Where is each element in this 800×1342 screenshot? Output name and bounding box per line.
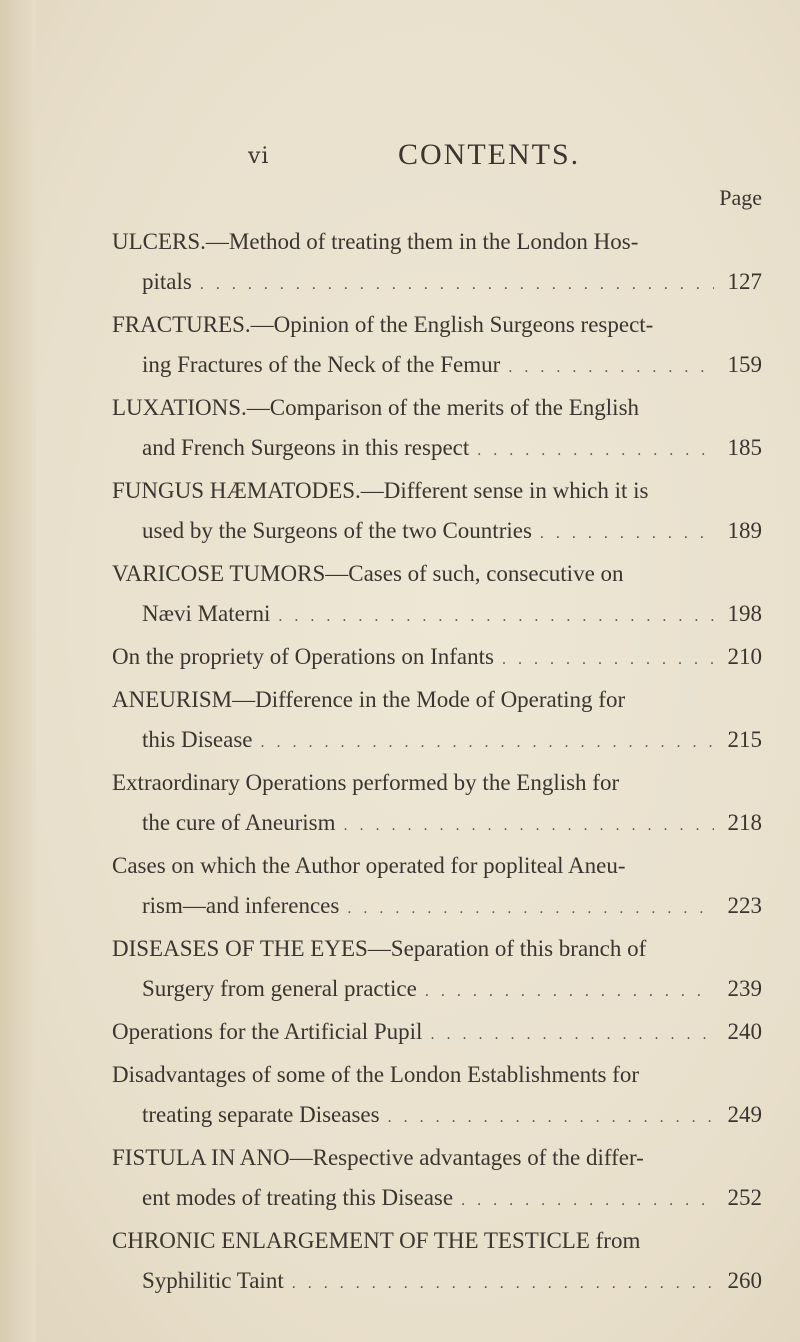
entry-text: the cure of Aneurism [142,810,336,835]
dot-leader [461,1181,714,1221]
contents-entry [112,929,762,1009]
entry-text: Nævi Materni [142,601,271,626]
dot-leader [477,431,714,471]
entry-continuation [112,886,762,926]
entry-page: 159 [727,352,762,377]
running-title: CONTENTS. [398,138,581,171]
page-column-label: Page [719,185,762,210]
entry-single-line [112,637,762,677]
contents-list [112,222,762,1304]
entry-page: 239 [727,976,762,1001]
entry-page: 260 [727,1268,762,1293]
contents-entry [112,388,762,468]
entry-text: treating separate Diseases [142,1102,380,1127]
entry-text: rism—and inferences [142,893,340,918]
entry-page: 215 [727,727,762,752]
entry-page: 189 [727,518,762,543]
entry-continuation [112,594,762,634]
entry-page: 223 [727,893,762,918]
dot-leader [200,265,714,305]
contents-entry [112,554,762,634]
entry-heading: Cases on which the Author operated for popliteal Aneu- [112,853,626,878]
entry-heading: Disadvantages of some of the London Establishments for [112,1062,639,1087]
entry-continuation [112,345,762,385]
entry-heading: ANEURISM—Difference in the Mode of Operating for [112,687,626,712]
page-header [248,138,668,178]
entry-page: 127 [727,269,762,294]
contents-entry [112,1055,762,1135]
contents-entry [112,637,762,677]
entry-continuation [112,969,762,1009]
entry-text: On the propriety of Operations on Infants [112,644,494,669]
contents-entry [112,846,762,926]
entry-continuation [112,1178,762,1218]
entry-page: 252 [727,1185,762,1210]
contents-entry [112,471,762,551]
contents-entry [112,763,762,843]
contents-entry [112,1221,762,1301]
entry-single-line [112,1012,762,1052]
page-edge-shadow [0,0,36,1342]
entry-text: used by the Surgeons of the two Countries [142,518,532,543]
contents-entry [112,1012,762,1052]
entry-page: 249 [727,1102,762,1127]
entry-heading: VARICOSE TUMORS—Cases of such, consecutive on [112,561,624,586]
entry-page: 198 [727,601,762,626]
entry-continuation [112,1261,762,1301]
contents-entry [112,680,762,760]
entry-text: Operations for the Artificial Pupil [112,1019,423,1044]
entry-text: this Disease [142,727,253,752]
dot-leader [388,1098,714,1138]
dot-leader [347,889,714,929]
dot-leader [261,723,714,763]
dot-leader [540,514,714,554]
entry-heading: CHRONIC ENLARGEMENT OF THE TESTICLE from [112,1228,641,1253]
entry-heading: FRACTURES.—Opinion of the English Surgeons respect- [112,312,654,337]
entry-text: ent modes of treating this Disease [142,1185,454,1210]
dot-leader [292,1264,714,1304]
dot-leader [344,806,714,846]
entry-continuation [112,803,762,843]
entry-heading: DISEASES OF THE EYES—Separation of this branch of [112,936,647,961]
dot-leader [430,1015,714,1055]
entry-continuation [112,511,762,551]
dot-leader [508,348,714,388]
page-number: vi [248,144,270,169]
entry-text: pitals [142,269,192,294]
entry-heading: ULCERS.—Method of treating them in the London Hos- [112,229,639,254]
entry-heading: LUXATIONS.—Comparison of the merits of the English [112,395,640,420]
entry-continuation [112,1095,762,1135]
entry-heading: FUNGUS HÆMATODES.—Different sense in which it is [112,478,649,503]
entry-continuation [112,262,762,302]
dot-leader [502,640,714,680]
entry-text: Syphilitic Taint [142,1268,284,1293]
entry-heading: FISTULA IN ANO—Respective advantages of the differ- [112,1145,644,1170]
dot-leader [425,972,714,1012]
entry-page: 185 [727,435,762,460]
contents-entry [112,222,762,302]
entry-continuation [112,720,762,760]
entry-page: 218 [727,810,762,835]
entry-page: 210 [727,644,762,669]
contents-entry [112,305,762,385]
dot-leader [278,597,714,637]
entry-text: Surgery from general practice [142,976,417,1001]
contents-entry [112,1138,762,1218]
entry-text: and French Surgeons in this respect [142,435,470,460]
entry-page: 240 [727,1019,762,1044]
entry-heading: Extraordinary Operations performed by the English for [112,770,620,795]
entry-text: ing Fractures of the Neck of the Femur [142,352,501,377]
entry-continuation [112,428,762,468]
